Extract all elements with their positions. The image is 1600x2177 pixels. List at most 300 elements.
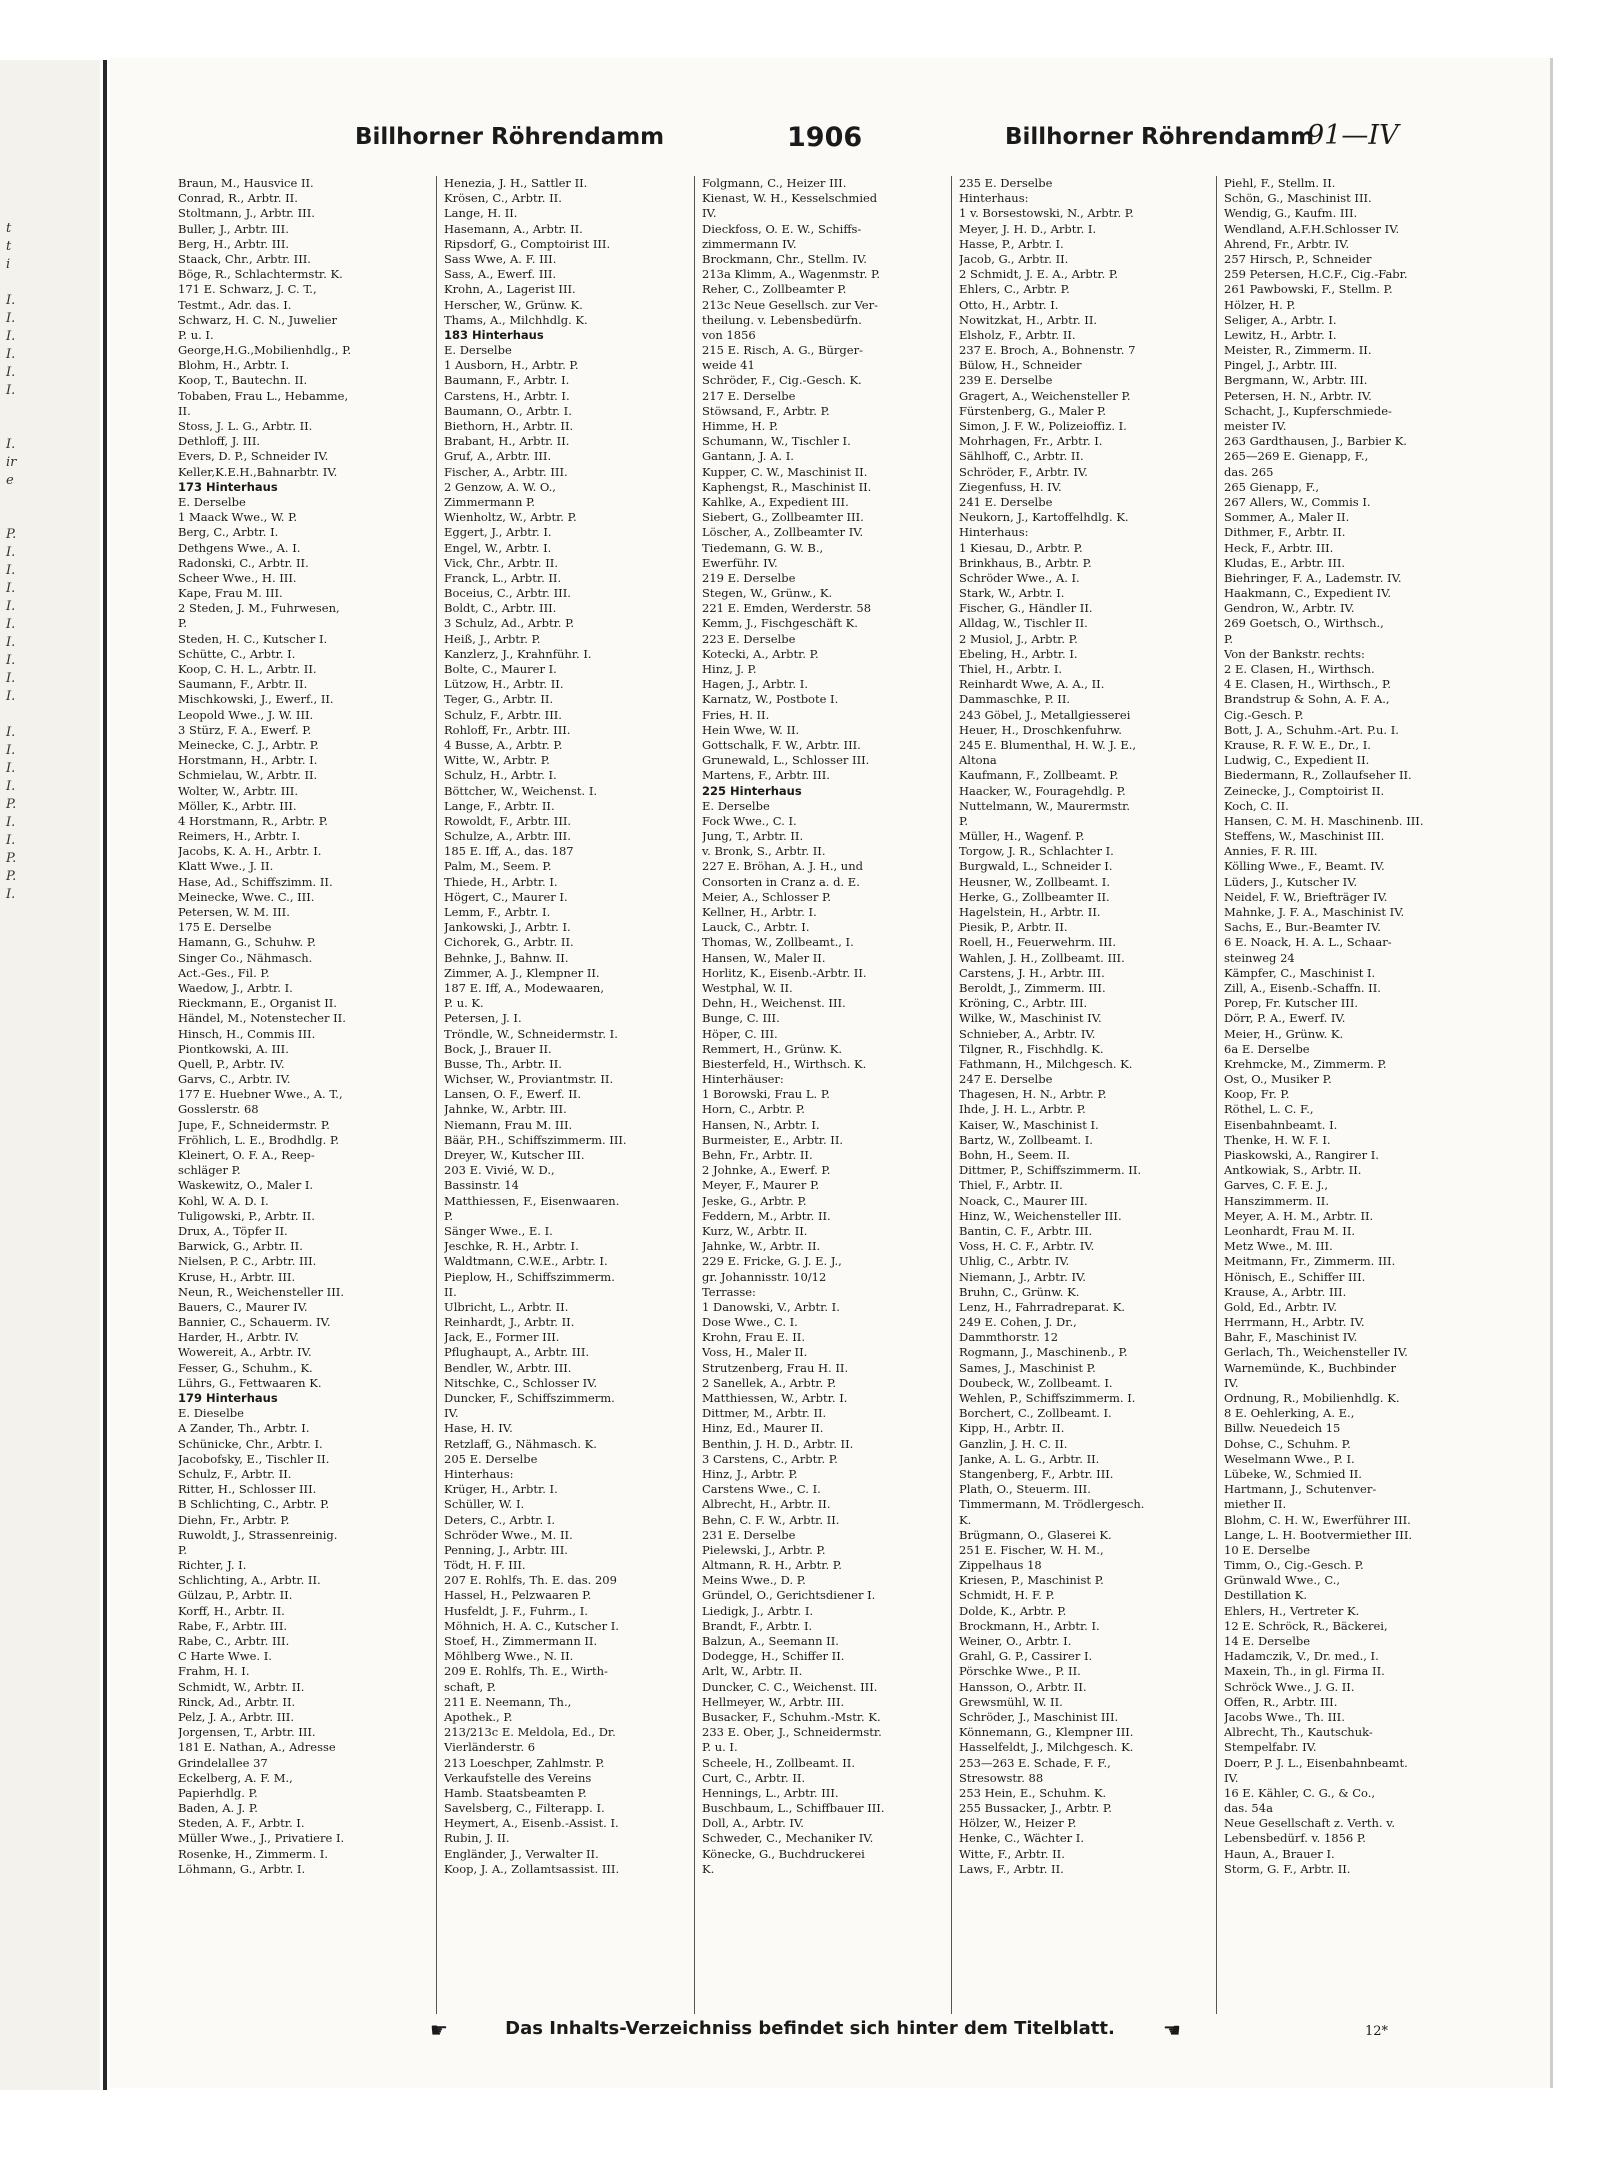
directory-entry: Engländer, J., Verwalter II. [444, 1846, 599, 1861]
directory-entry: Reinhardt Wwe, A. A., II. [959, 677, 1105, 692]
directory-entry: Schröder, J., Maschinist III. [959, 1709, 1119, 1724]
margin-letter: I. [6, 329, 16, 344]
directory-entry: Seliger, A., Arbtr. I. [1224, 312, 1337, 327]
directory-entry: Braun, M., Hausvice II. [178, 176, 314, 190]
directory-entry: Kludas, E., Arbtr. III. [1224, 555, 1346, 570]
directory-entry: Krohn, Frau E. II. [702, 1330, 805, 1345]
directory-entry: Neukorn, J., Kartoffelhdlg. K. [959, 510, 1129, 525]
directory-entry: Kurz, W., Arbtr. II. [702, 1223, 808, 1238]
directory-entry: Teger, G., Arbtr. II. [444, 692, 554, 707]
directory-entry: Krause, R. F. W. E., Dr., I. [1224, 737, 1371, 752]
directory-entry: Busacker, F., Schuhm.-Mstr. K. [702, 1709, 881, 1724]
directory-entry: Schröck Wwe., J. G. II. [1224, 1679, 1355, 1694]
directory-entry: Löscher, A., Zollbeamter IV. [702, 525, 864, 540]
directory-entry: Garvs, C., Arbtr. IV. [178, 1072, 291, 1087]
directory-entry: Brandt, F., Arbtr. I. [702, 1618, 813, 1633]
directory-entry: Krüger, H., Arbtr. I. [444, 1482, 558, 1497]
directory-entry: Schulz, F., Arbtr. II. [178, 1466, 292, 1481]
directory-entry: Act.-Ges., Fil. P. [178, 965, 270, 980]
directory-entry: Janke, A. L. G., Arbtr. II. [959, 1451, 1100, 1466]
directory-entry: Pörschke Wwe., P. II. [959, 1664, 1081, 1679]
directory-entry: Himme, H. P. [702, 419, 779, 433]
directory-entry: E. Derselbe [702, 798, 770, 813]
directory-entry: Duncker, C. C., Weichenst. III. [702, 1679, 878, 1694]
directory-column-2 [444, 176, 684, 2016]
directory-entry: Apothek., P. [444, 1709, 513, 1724]
directory-entry: Feddern, M., Arbtr. II. [702, 1208, 831, 1223]
directory-entry: Thiel, H., Arbtr. I. [959, 662, 1063, 676]
directory-entry: Wolter, W., Arbtr. III. [178, 783, 299, 798]
directory-entry: Schmidt, H. F. P. [959, 1588, 1055, 1603]
margin-letter [6, 400, 86, 418]
directory-entry: Frahm, H. I. [178, 1664, 250, 1679]
directory-entry: Staack, Chr., Arbtr. III. [178, 251, 311, 266]
directory-entry: Schön, G., Maschinist III. [1224, 191, 1372, 206]
directory-entry: P. [1224, 631, 1234, 646]
directory-entry: Weselmann Wwe., P. I. [1224, 1451, 1355, 1466]
directory-entry: Jorgensen, T., Arbtr. III. [178, 1725, 316, 1740]
directory-entry: II. [444, 1284, 457, 1299]
directory-entry: Keller,K.E.H.,Bahnarbtr. IV. [178, 464, 338, 479]
directory-entry: Dose Wwe., C. I. [702, 1315, 798, 1330]
directory-entry: Blohm, H., Arbtr. I. [178, 358, 290, 373]
directory-entry: Liedigk, J., Arbtr. I. [702, 1603, 814, 1618]
directory-entry: Schwarz, H. C. N., Juwelier [178, 312, 337, 327]
directory-entry: Möhlberg Wwe., N. II. [444, 1649, 574, 1664]
directory-entry: 217 E. Derselbe [702, 388, 796, 403]
directory-entry: Kipp, H., Arbtr. II. [959, 1421, 1065, 1436]
directory-entry: Bolte, C., Maurer I. [444, 662, 557, 676]
directory-entry: Grahl, G. P., Cassirer I. [959, 1649, 1093, 1664]
directory-entry: 265 Gienapp, F., [1224, 479, 1320, 494]
directory-entry: Albrecht, H., Arbtr. II. [702, 1497, 831, 1512]
directory-entry: Piaskowski, A., Rangirer I. [1224, 1148, 1379, 1162]
directory-entry: 16 E. Kähler, C. G., & Co., [1224, 1785, 1376, 1800]
directory-entry: Voss, H., Maler II. [702, 1345, 808, 1360]
margin-letter: I. [6, 833, 16, 848]
directory-entry: Lange, L. H. Bootvermiether III. [1224, 1527, 1413, 1542]
directory-entry: Stöwsand, F., Arbtr. P. [702, 403, 830, 418]
directory-entry: Hanszimmerm. II. [1224, 1193, 1329, 1208]
directory-entry: 14 E. Derselbe [1224, 1634, 1311, 1648]
directory-entry: Stempelfabr. IV. [1224, 1740, 1317, 1755]
directory-entry: Weiner, O., Arbtr. I. [959, 1634, 1072, 1648]
directory-entry: Pingel, J., Arbtr. III. [1224, 358, 1338, 373]
directory-entry: 221 E. Emden, Werderstr. 58 [702, 601, 872, 616]
directory-entry: Engel, W., Arbtr. I. [444, 540, 552, 555]
directory-entry: Ehlers, C., Arbtr. P. [959, 282, 1070, 297]
directory-entry: K. [702, 1861, 715, 1876]
directory-entry: 179 Hinterhaus [178, 1391, 278, 1405]
directory-entry: Behn, C. F. W., Arbtr. II. [702, 1512, 840, 1527]
directory-entry: Stoef, H., Zimmermann II. [444, 1634, 598, 1648]
margin-letter: I. [6, 383, 16, 398]
directory-entry: Niemann, J., Arbtr. IV. [959, 1269, 1086, 1284]
directory-entry: Horn, C., Arbtr. P. [702, 1102, 805, 1117]
directory-entry: Rohloff, Fr., Arbtr. III. [444, 722, 571, 737]
directory-entry: v. Bronk, S., Arbtr. II. [702, 844, 826, 859]
margin-letter: P. [6, 851, 17, 866]
directory-entry: 211 E. Neemann, Th., [444, 1694, 572, 1709]
directory-entry: Hasse, P., Arbtr. I. [959, 236, 1064, 251]
directory-entry: Horstmann, H., Arbtr. I. [178, 753, 318, 768]
directory-entry: Tröndle, W., Schneidermstr. I. [444, 1026, 618, 1041]
directory-entry: E. Dieselbe [178, 1406, 244, 1421]
directory-entry: Evers, D. P., Schneider IV. [178, 449, 329, 464]
directory-entry: Nitschke, C., Schlosser IV. [444, 1375, 598, 1390]
directory-entry: Henezia, J. H., Sattler II. [444, 176, 588, 190]
directory-entry: Bunge, C. III. [702, 1011, 780, 1026]
directory-entry: 245 E. Blumenthal, H. W. J. E., [959, 737, 1137, 752]
directory-entry: Otto, H., Arbtr. I. [959, 297, 1059, 312]
directory-entry: Ritter, H., Schlosser III. [178, 1482, 317, 1497]
directory-entry: Hinz, J., Arbtr. P. [702, 1466, 798, 1481]
street-title-right: Billhorner Röhrendamm [1005, 124, 1315, 150]
directory-entry: IV. [444, 1406, 459, 1421]
directory-entry: Noack, C., Maurer III. [959, 1193, 1088, 1208]
directory-entry: Fischer, G., Händler II. [959, 601, 1093, 616]
directory-entry: Stoss, J. L. G., Arbtr. II. [178, 419, 313, 433]
directory-entry: 269 Goetsch, O., Wirthsch., [1224, 616, 1384, 631]
directory-entry: Bäär, P.H., Schiffszimmerm. III. [444, 1132, 627, 1147]
directory-entry: Hase, H. IV. [444, 1421, 513, 1436]
directory-entry: Gerlach, Th., Weichensteller IV. [1224, 1345, 1408, 1360]
directory-entry: Bülow, H., Schneider [959, 358, 1082, 373]
margin-letter: ir [6, 455, 17, 470]
directory-entry: Müller, H., Wagenf. P. [959, 829, 1085, 844]
directory-entry: 1 Danowski, V., Arbtr. I. [702, 1299, 840, 1314]
directory-entry: E. Derselbe [178, 494, 246, 509]
directory-entry: 3 Carstens, C., Arbtr. P. [702, 1451, 838, 1466]
directory-entry: Kape, Frau M. III. [178, 586, 283, 601]
directory-entry: Lüders, J., Kutscher IV. [1224, 874, 1358, 889]
margin-letter: I. [6, 635, 16, 650]
directory-entry: 249 E. Cohen, J. Dr., [959, 1315, 1077, 1330]
directory-entry: Kröning, C., Arbtr. III. [959, 996, 1088, 1011]
directory-entry: gr. Johannisstr. 10/12 [702, 1269, 827, 1284]
directory-entry: Thenke, H. W. F. I. [1224, 1132, 1331, 1147]
directory-entry: das. 54a [1224, 1801, 1273, 1816]
directory-entry: Franck, L., Arbtr. II. [444, 570, 562, 585]
directory-entry: Neue Gesellschaft z. Verth. v. [1224, 1816, 1395, 1831]
directory-entry: Kahlke, A., Expedient III. [702, 494, 849, 509]
directory-entry: Porep, Fr. Kutscher III. [1224, 996, 1359, 1011]
directory-entry: Piehl, F., Stellm. II. [1224, 176, 1336, 190]
directory-entry: George,H.G.,Mobilienhdlg., P. [178, 343, 352, 358]
directory-entry: Martens, F., Arbtr. III. [702, 768, 830, 783]
directory-entry: Curt, C., Arbtr. II. [702, 1770, 806, 1785]
directory-entry: Lützow, H., Arbtr. II. [444, 677, 564, 692]
directory-entry: Doerr, P. J. L., Eisenbahnbeamt. [1224, 1755, 1408, 1770]
directory-entry: Bassinstr. 14 [444, 1178, 519, 1193]
directory-entry: Wienholtz, W., Arbtr. P. [444, 510, 577, 525]
directory-entry: Eckelberg, A. F. M., [178, 1770, 293, 1785]
directory-entry: Pielewski, J., Arbtr. P. [702, 1542, 826, 1557]
directory-entry: Witte, W., Arbtr. P. [444, 753, 550, 768]
directory-entry: Ruwoldt, J., Strassenreinig. [178, 1527, 338, 1542]
directory-entry: 3 Schulz, Ad., Arbtr. P. [444, 616, 575, 631]
directory-entry: Kruse, H., Arbtr. III. [178, 1269, 296, 1284]
directory-entry: Fürstenberg, G., Maler P. [959, 403, 1107, 418]
directory-entry: Cig.-Gesch. P. [1224, 707, 1304, 722]
directory-entry: Lange, H. II. [444, 206, 518, 221]
directory-entry: Buller, J., Arbtr. III. [178, 221, 289, 236]
directory-entry: 251 E. Fischer, W. H. M., [959, 1542, 1104, 1557]
directory-entry: Könecke, G., Buchdruckerei [702, 1846, 865, 1861]
directory-entry: E. Derselbe [444, 343, 512, 358]
directory-entry: Höper, C. III. [702, 1026, 778, 1041]
directory-entry: 2 E. Clasen, H., Wirthsch. [1224, 662, 1375, 676]
directory-entry: Timm, O., Cig.-Gesch. P. [1224, 1558, 1364, 1573]
directory-entry: Dithmer, F., Arbtr. II. [1224, 525, 1346, 540]
directory-entry: Duncker, F., Schiffszimmerm. [444, 1391, 615, 1405]
page-header [110, 120, 1550, 160]
directory-entry: Bruhn, C., Grünw. K. [959, 1284, 1080, 1299]
directory-entry: Kotecki, A., Arbtr. P. [702, 646, 819, 661]
directory-entry: Dammthorstr. 12 [959, 1330, 1059, 1345]
directory-entry: Brinkhaus, B., Arbtr. P. [959, 555, 1092, 570]
directory-entry: 209 E. Rohlfs, Th. E., Wirth- [444, 1664, 608, 1679]
directory-entry: Heusner, W., Zollbeamt. I. [959, 874, 1111, 889]
directory-entry: Fock Wwe., C. I. [702, 813, 797, 828]
directory-entry: 229 E. Fricke, G. J. E. J., [702, 1254, 842, 1269]
directory-entry: 213a Klimm, A., Wagenmstr. P. [702, 267, 881, 282]
directory-entry: Meister, R., Zimmerm. II. [1224, 343, 1372, 358]
directory-entry: Rieckmann, E., Organist II. [178, 996, 337, 1011]
margin-letter: e [6, 473, 14, 488]
directory-entry: Wendland, A.F.H.Schlosser IV. [1224, 221, 1400, 236]
directory-entry: schaft, P. [444, 1679, 496, 1694]
directory-entry: Palm, M., Seem. P. [444, 859, 552, 874]
directory-entry: Kellner, H., Arbtr. I. [702, 905, 817, 919]
margin-letter: I. [6, 293, 16, 308]
directory-entry: Antkowiak, S., Arbtr. II. [1224, 1163, 1362, 1178]
directory-entry: Kohl, W. A. D. I. [178, 1193, 269, 1208]
directory-entry: Grindelallee 37 [178, 1755, 268, 1770]
directory-entry: Schröder Wwe., M. II. [444, 1527, 573, 1542]
margin-letter: I. [6, 563, 16, 578]
directory-entry: 1 Kiesau, D., Arbtr. P. [959, 540, 1083, 555]
directory-entry: Dammaschke, P. II. [959, 692, 1071, 707]
directory-entry: Hadamczik, V., Dr. med., I. [1224, 1649, 1379, 1664]
directory-entry: Dodegge, H., Schiffer II. [702, 1649, 845, 1664]
page-number: 12* [1365, 2024, 1389, 2039]
street-title-left: Billhorner Röhrendamm [355, 124, 665, 150]
directory-entry: Stark, W., Arbtr. I. [959, 586, 1065, 601]
directory-entry: Bartz, W., Zollbeamt. I. [959, 1132, 1093, 1147]
directory-entry: Roell, H., Feuerwehrm. III. [959, 935, 1116, 950]
directory-entry: Uhlig, C., Arbtr. IV. [959, 1254, 1070, 1269]
directory-entry: 1 Borowski, Frau L. P. [702, 1087, 830, 1102]
directory-entry: Westphal, W. II. [702, 980, 793, 995]
directory-entry: Radonski, C., Arbtr. II. [178, 555, 309, 570]
directory-entry: Korff, H., Arbtr. II. [178, 1603, 285, 1618]
directory-entry: Biedermann, R., Zollaufseher II. [1224, 768, 1412, 783]
directory-entry: Waskewitz, O., Maler I. [178, 1178, 314, 1193]
column-divider [1216, 176, 1217, 2014]
directory-entry: Thagesen, H. N., Arbtr. P. [959, 1087, 1107, 1102]
directory-entry: Hellmeyer, W., Arbtr. III. [702, 1694, 845, 1709]
directory-entry: Laws, F., Arbtr. II. [959, 1861, 1064, 1876]
directory-entry: Sachs, E., Bur.-Beamter IV. [1224, 920, 1381, 935]
directory-entry: Kanzlerz, J., Krahnführ. I. [444, 646, 592, 661]
directory-entry: Steden, A. F., Arbtr. I. [178, 1816, 305, 1831]
directory-entry: Kaphengst, R., Maschinist II. [702, 479, 872, 494]
directory-entry: Meier, H., Grünw. K. [1224, 1026, 1344, 1041]
directory-entry: Bendler, W., Arbtr. III. [444, 1360, 572, 1375]
directory-entry: Remmert, H., Grünw. K. [702, 1041, 843, 1056]
directory-entry: Thiel, F., Arbtr. II. [959, 1178, 1063, 1193]
margin-letter [6, 706, 86, 724]
directory-entry: Hinz, Ed., Maurer II. [702, 1421, 824, 1436]
directory-entry: Doubeck, W., Zollbeamt. I. [959, 1375, 1113, 1390]
directory-entry: Jahnke, W., Arbtr. III. [444, 1102, 567, 1117]
directory-entry: 1 Ausborn, H., Arbtr. P. [444, 358, 579, 373]
directory-entry: 173 Hinterhaus [178, 479, 278, 494]
directory-entry: Annies, F. R. III. [1224, 844, 1318, 859]
directory-entry: Schacht, J., Kupferschmiede- [1224, 403, 1392, 418]
directory-entry: Brockmann, Chr., Stellm. IV. [702, 251, 867, 266]
directory-entry: Neidel, F. W., Briefträger IV. [1224, 889, 1388, 904]
directory-entry: Busse, Th., Arbtr. II. [444, 1056, 562, 1071]
margin-letter: I. [6, 815, 16, 830]
directory-entry: P. u. I. [178, 327, 214, 342]
margin-letter: I. [6, 743, 16, 758]
directory-entry: Mohrhagen, Fr., Arbtr. I. [959, 434, 1103, 449]
directory-entry: Jeske, G., Arbtr. P. [702, 1193, 807, 1208]
directory-entry: IV. [702, 206, 717, 221]
margin-letter: I. [6, 689, 16, 704]
directory-entry: Kriesen, P., Maschinist P. [959, 1573, 1104, 1588]
directory-entry: Hase, Ad., Schiffszimm. II. [178, 874, 333, 889]
directory-entry: Fesser, G., Schuhm., K. [178, 1360, 313, 1375]
directory-entry: 3 Stürz, F. A., Ewerf. P. [178, 722, 312, 737]
directory-entry: P. [959, 813, 969, 828]
directory-entry: Hamann, G., Schuhw. P. [178, 935, 316, 950]
directory-entry: Rowoldt, F., Arbtr. III. [444, 813, 572, 828]
directory-entry: Meyer, A. H. M., Arbtr. II. [1224, 1208, 1374, 1223]
directory-entry: IV. [1224, 1770, 1239, 1785]
directory-entry: Conrad, R., Arbtr. II. [178, 191, 298, 206]
directory-entry: 253—263 E. Schade, F. F., [959, 1755, 1111, 1770]
directory-entry: 235 E. Derselbe [959, 176, 1053, 190]
directory-entry: Dittmer, M., Arbtr. II. [702, 1406, 827, 1421]
directory-entry: 8 E. Oehlerking, A. E., [1224, 1406, 1355, 1421]
directory-entry: Hölzer, H. P. [1224, 297, 1296, 312]
index-notice: Das Inhalts-Verzeichniss befindet sich hinter dem Titelblatt. [505, 2018, 1115, 2039]
margin-letter: t [6, 239, 12, 254]
directory-entry: 6 E. Noack, H. A. L., Schaar- [1224, 935, 1392, 950]
directory-entry: Wowereit, A., Arbtr. IV. [178, 1345, 312, 1360]
directory-entry: Burgwald, L., Schneider I. [959, 859, 1113, 874]
directory-entry: 259 Petersen, H.C.F., Cig.-Fabr. [1224, 267, 1408, 282]
directory-entry: miether II. [1224, 1497, 1287, 1512]
directory-entry: Deters, C., Arbtr. I. [444, 1512, 556, 1527]
directory-entry: Hansen, N., Arbtr. I. [702, 1117, 820, 1132]
directory-entry: Hinterhaus: [444, 1466, 514, 1481]
directory-entry: K. [959, 1512, 972, 1527]
directory-entry: Kaufmann, F., Zollbeamt. P. [959, 768, 1119, 783]
directory-entry: Hamb. Staatsbeamten P. [444, 1785, 587, 1800]
directory-entry: 12 E. Schröck, R., Bäckerei, [1224, 1618, 1388, 1633]
directory-entry: Schnieber, A., Arbtr. IV. [959, 1026, 1096, 1041]
directory-entry: Niemann, Frau M. III. [444, 1117, 573, 1132]
directory-entry: Horlitz, K., Eisenb.-Arbtr. II. [702, 965, 867, 980]
margin-letter: I. [6, 545, 16, 560]
directory-entry: Testmt., Adr. das. I. [178, 297, 292, 312]
directory-entry: 2 Genzow, A. W. O., [444, 479, 556, 494]
directory-entry: Balzun, A., Seemann II. [702, 1634, 839, 1648]
directory-entry: IV. [1224, 1375, 1239, 1390]
directory-entry: Hasselfeldt, J., Milchgesch. K. [959, 1740, 1134, 1755]
directory-entry: Voss, H. C. F., Arbtr. IV. [959, 1239, 1095, 1254]
directory-entry: Zimmer, A. J., Klempner II. [444, 965, 600, 980]
directory-entry: Meyer, F., Maurer P. [702, 1178, 820, 1193]
margin-letter: I. [6, 581, 16, 596]
directory-entry: Ganzlin, J. H. C. II. [959, 1436, 1068, 1451]
directory-column-3 [702, 176, 942, 2016]
directory-entry: Carstens, J. H., Arbtr. III. [959, 965, 1105, 980]
directory-entry: Warnemünde, K., Buchbinder [1224, 1360, 1396, 1375]
directory-entry: Dreyer, W., Kutscher III. [444, 1148, 585, 1162]
directory-entry: Krohn, A., Lagerist III. [444, 282, 576, 297]
directory-entry: Ewerführ. IV. [702, 555, 778, 570]
directory-entry: 231 E. Derselbe [702, 1527, 796, 1542]
directory-entry: Sänger Wwe., E. I. [444, 1223, 553, 1238]
directory-entry: Borchert, C., Zollbeamt. I. [959, 1406, 1112, 1421]
directory-entry: Dethloff, J. III. [178, 434, 261, 449]
directory-entry: Heck, F., Arbtr. III. [1224, 540, 1334, 555]
directory-entry: 263 Gardthausen, J., Barbier K. [1224, 434, 1407, 449]
directory-entry: Kienast, W. H., Kesselschmied [702, 191, 878, 206]
directory-entry: weide 41 [702, 358, 755, 373]
directory-entry: Kaiser, W., Maschinist I. [959, 1117, 1099, 1132]
directory-entry: 239 E. Derselbe [959, 373, 1053, 388]
directory-entry: Ordnung, R., Mobilienhdlg. K. [1224, 1391, 1400, 1405]
directory-entry: Terrasse: [702, 1284, 756, 1299]
directory-entry: Bohn, H., Seem. II. [959, 1148, 1070, 1162]
directory-entry: Ripsdorf, G., Comptoirist III. [444, 236, 611, 251]
directory-entry: Behn, Fr., Arbtr. II. [702, 1148, 813, 1162]
directory-entry: Röthel, L. C. F., [1224, 1102, 1314, 1117]
directory-entry: 215 E. Risch, A. G., Bürger- [702, 343, 863, 358]
directory-entry: Witte, F., Arbtr. II. [959, 1846, 1065, 1861]
directory-entry: Rinck, Ad., Arbtr. II. [178, 1694, 296, 1709]
directory-entry: Albrecht, Th., Kautschuk- [1224, 1725, 1373, 1740]
directory-entry: Diehn, Fr., Arbtr. P. [178, 1512, 290, 1527]
directory-entry: Lenz, H., Fahrradreparat. K. [959, 1299, 1125, 1314]
margin-letter [6, 418, 86, 436]
directory-entry: Piesik, P., Arbtr. II. [959, 920, 1068, 935]
directory-entry: Haun, A., Brauer I. [1224, 1846, 1335, 1861]
directory-entry: Grünwald Wwe., C., [1224, 1573, 1341, 1588]
directory-entry: Metz Wwe., M. III. [1224, 1239, 1333, 1254]
directory-entry: Garves, C. F. E. J., [1224, 1178, 1328, 1193]
margin-letter: I. [6, 599, 16, 614]
directory-entry: 265—269 E. Gienapp, F., [1224, 449, 1369, 464]
directory-entry: Henke, C., Wächter I. [959, 1831, 1084, 1846]
directory-entry: Lange, F., Arbtr. II. [444, 798, 555, 813]
directory-entry: Offen, R., Arbtr. III. [1224, 1694, 1338, 1709]
directory-entry: Dieckfoss, O. E. W., Schiffs- [702, 221, 862, 236]
directory-entry: Jupe, F., Schneidermstr. P. [178, 1117, 330, 1132]
directory-entry: Tobaben, Frau L., Hebamme, [178, 388, 349, 403]
directory-entry: Hinsch, H., Commis III. [178, 1026, 316, 1041]
previous-page-margin [0, 60, 100, 2090]
directory-entry: Ludwig, C., Expedient II. [1224, 753, 1370, 768]
directory-entry: Maxein, Th., in gl. Firma II. [1224, 1664, 1385, 1679]
directory-entry: 2 Steden, J. M., Fuhrwesen, [178, 601, 340, 616]
